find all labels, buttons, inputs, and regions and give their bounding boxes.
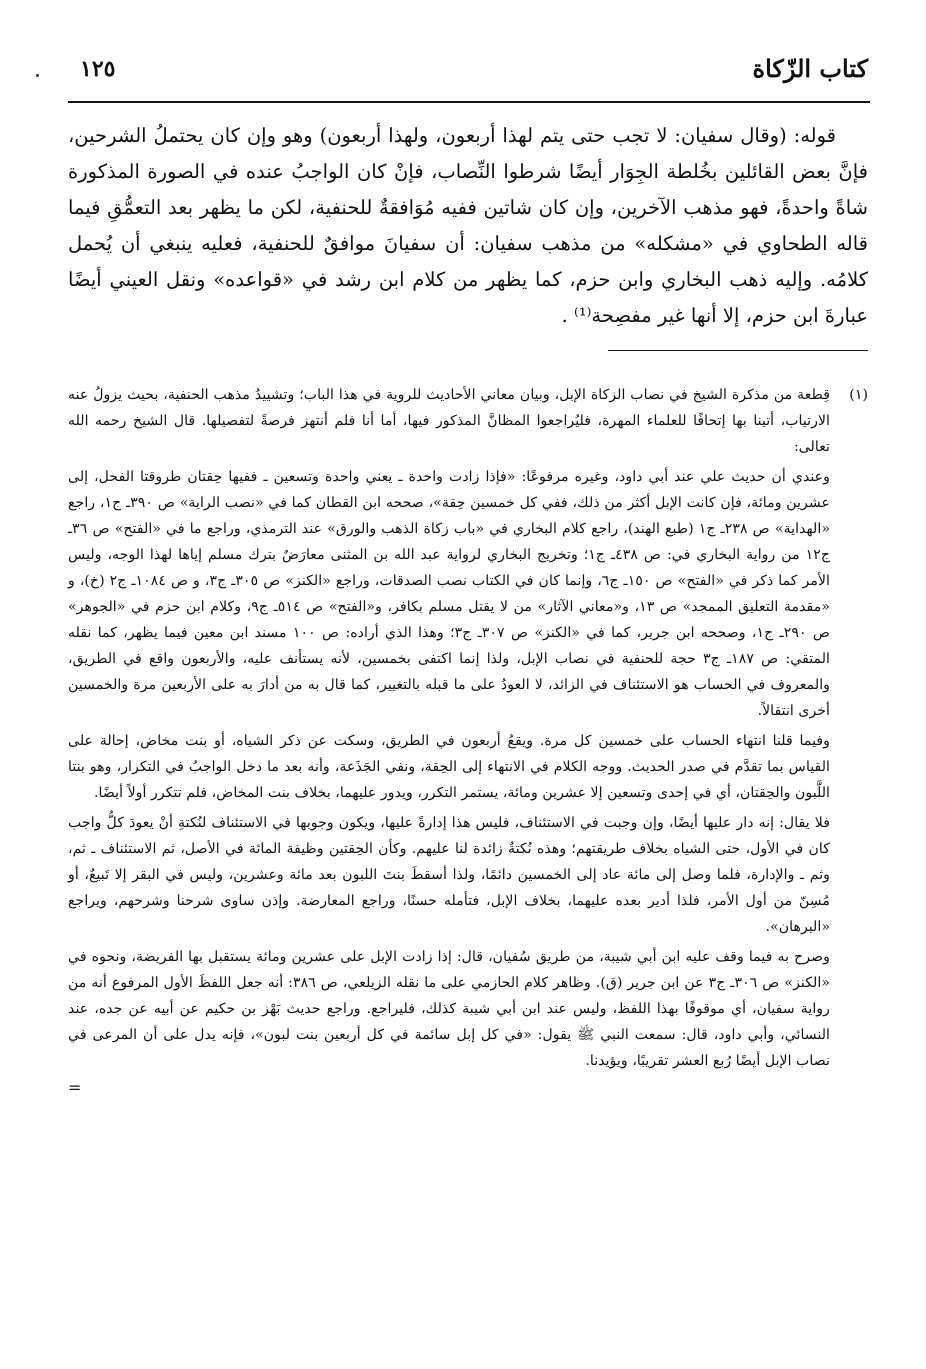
footnote-paragraph: فلا يقال: إنه دار عليها أيضًا، وإن وجبت في الاستئناف، فليس هذا إدارةً عليها، ويكون وجوبها في الاستئناف لنُكتةِ أنْ يعودَ كلُّ واجب كان في الأول، حتى الشياه بخلاف طريقتهم؛ وهذه نُكتةٌ زائدة لنا عليهم. وكأن الحِقتين وظيفة المائة في الأصل، ثم الاستئناف ـ ثم، وثم ـ والإدارة، فلما وصل إلى مائة عاد إلى الخمسين دائمًا، ولذا أسقطَ بنتَ اللبون بعد مائة وعشرين، وليس في البقر إلا تَبيعٌ، أو مُسِنّ من أول الأمر، فلذا أدير بعده عليهما، بخلاف الإبل، فتأمله حسنًا، وراجع المعارضة. وإذن ساوى شرحنا وشرحهم، ويراجع «البرهان». [68, 815, 830, 935]
continuation-mark: = [68, 1078, 82, 1097]
footnote-paragraph: وعندي أن حديث علي عند أبي داود، وغيره مرفوعًا: «فإذا زادت واحدة ـ يعني واحدة وتسعين ـ ففيها حِقتان طروقتا الفحل، إلى عشرين ومائة، فإن كانت الإبل أكثر من ذلك، ففي كل خمسين حِقة»، صححه ابن القطان كما في «نصب الراية» ص ٣٩٠ـ ج١، راجع «الهداية» ص ٢٣٨ـ ج١ (طبع الهند)، راجع كلام البخاري في «باب زكاة الذهب والورق» عند الترمذي، وراجع ما في «الفتح» ص ٣٦ـ ج١٢ من رواية البخاري في: ص ٤٣٨ـ ج١؛ وتخريج البخاري لرواية عبد الله بن المثنى معارَضٌ بترك مسلم إياها لهذا الوجه، وليس الأمر كما ذكر في «الفتح» ص ١٥٠ـ ج٦، وإنما كان في الكتاب نصب الصدقات، وراجع «الكنز» ص ٣٠٥ـ ج٣، و ص ١٠٨٤ـ ج٢ (خ)، و «مقدمة التعليق الممجد» ص ١٣، و«معاني الآثار» من لا يقتل مسلم بكافر، و«الفتح» ص ٥١٤ـ ج٩، وكلام ابن حزم في «الجوهر» ص ٢٩٠ـ ج١، وصححه ابن جرير، كما في «الكنز» ص ٣٠٧ـ ج٣؛ وهذا الذي أراده: ص ١٠٠ مسند ابن معين فيما يظهر، كما نقله المتقي: ص ١٨٧ـ ج٣ حجة للحنفية في نصاب الإبل، ولذا إنما اكتفى بخمسين، لأنه يستأنف عليه، والأربعون واقع في الطريق، والمعروف في الحساب هو الاستئناف في الزائد، لا العودُ على ما قبله بالتغيير، كما قال به من أدارَ به على الأربعين مرة والخمسين أخرى انتقالاً. [68, 469, 831, 719]
footnote-separator [608, 350, 868, 351]
page-speck [36, 74, 39, 77]
footnote-number: (١) [849, 387, 868, 403]
header-rule [68, 101, 870, 103]
footnote-paragraph: قِطعة من مذكرة الشيخ في نصاب الزكاة الإبل، وبيان معاني الأحاديث للروية في هذا الباب؛ وتشييدُ مذهب الحنفية، بحيث يزولُ عنه الارتياب، أتينا بها إتحافًا للعلماء المهرة، فليُراجعوا المظانَّ المذكور فيها، أما أنا فلم أنتهز فرصةً لتفصيلها. قال الشيخ رحمه الله تعالى: [68, 387, 830, 455]
main-paragraph: قوله: (وقال سفيان: لا تجب حتى يتم لهذا أربعون، ولهذا أربعون) وهو وإن كان يحتملُ الشرحين، فإنَّ بعض القائلين بخُلطة الجِوَار أيضًا شرطوا النِّصاب، فإنْ كان الواجبُ عنده في الصورة المذكورة شاةً واحدةً، فهو مذهب الآخرين، وإن كان شاتين ففيه مُوَافقةٌ للحنفية، لكن ما يظهر بعد التعمُّقِ فيما قاله الطحاوي في «مشكله» من مذهب سفيان: أن سفيانَ موافقٌ للحنفية، فعليه ينبغي أن يُحمل كلامُه. وإليه ذهب البخاري وابن حزم، كما يظهر من كلام ابن رشد في «قواعده» ونقل العيني أيضًا عبارةَ ابن حزم، إلا أنها غير مفصِحة⁽¹⁾ . [68, 124, 868, 327]
footnote-body [68, 382, 830, 1098]
footnote-block [68, 382, 868, 1098]
running-header-title: كتاب الزّكاة [752, 54, 868, 83]
page-number: ١٢٥ [80, 56, 116, 82]
footnote-paragraph: وصرح به فيما وقف عليه ابن أبي شيبة، من طريق سُفيان، قال: إذا زادت الإبل على عشرين ومائة يستقبل بها الفريضة، ونحوه في «الكنز» ص ٣٠٦ـ ج٣ عن ابن جرير (ق). وظاهر كلام الحازمي على ما نقله الزيلعي، ص ٣٨٦: أنه جعل اللفظَ الأول المرفوع أنه من رواية سفيان، أي موقوفًا بهذا اللفظ، وليس عند ابن أبي شيبة كذلك، فليراجع. وراجع حديث بَهْز بن حكيم عن أبيه عن جده، عند النسائي، وأبي داود، قال: سمعت النبي ﷺ يقول: «في كل إبل سائمة في كل أربعين بنت لبون»، فإنه يدل على أن المرعى في نصاب الإبل أيضًا رُبع العشر تقريبًا، ويؤيدنا. [68, 949, 830, 1069]
footnote-paragraph: وفيما قلنا انتهاء الحساب على خمسين كل مرة. ويقعُ أربعون في الطريق، وسكت عن ذكر الشياه، أو بنت مخاض، إحالة على القياس بما تقدَّم في صدر الحديث. ووجه الكلام في الانتهاء إلى الحِقة، ونفي الجَذَعة، وأنه بعد ما دخل الواجبُ في التكرار، وهو بنتا اللَّبون والحِقتان، أي في إحدى وتسعين إلا عشرين ومائة، يستمر التكرر، ويدور عليهما، بخلاف بنت المخاض، فلم تتكرر أولاً أيضًا. [68, 733, 830, 801]
